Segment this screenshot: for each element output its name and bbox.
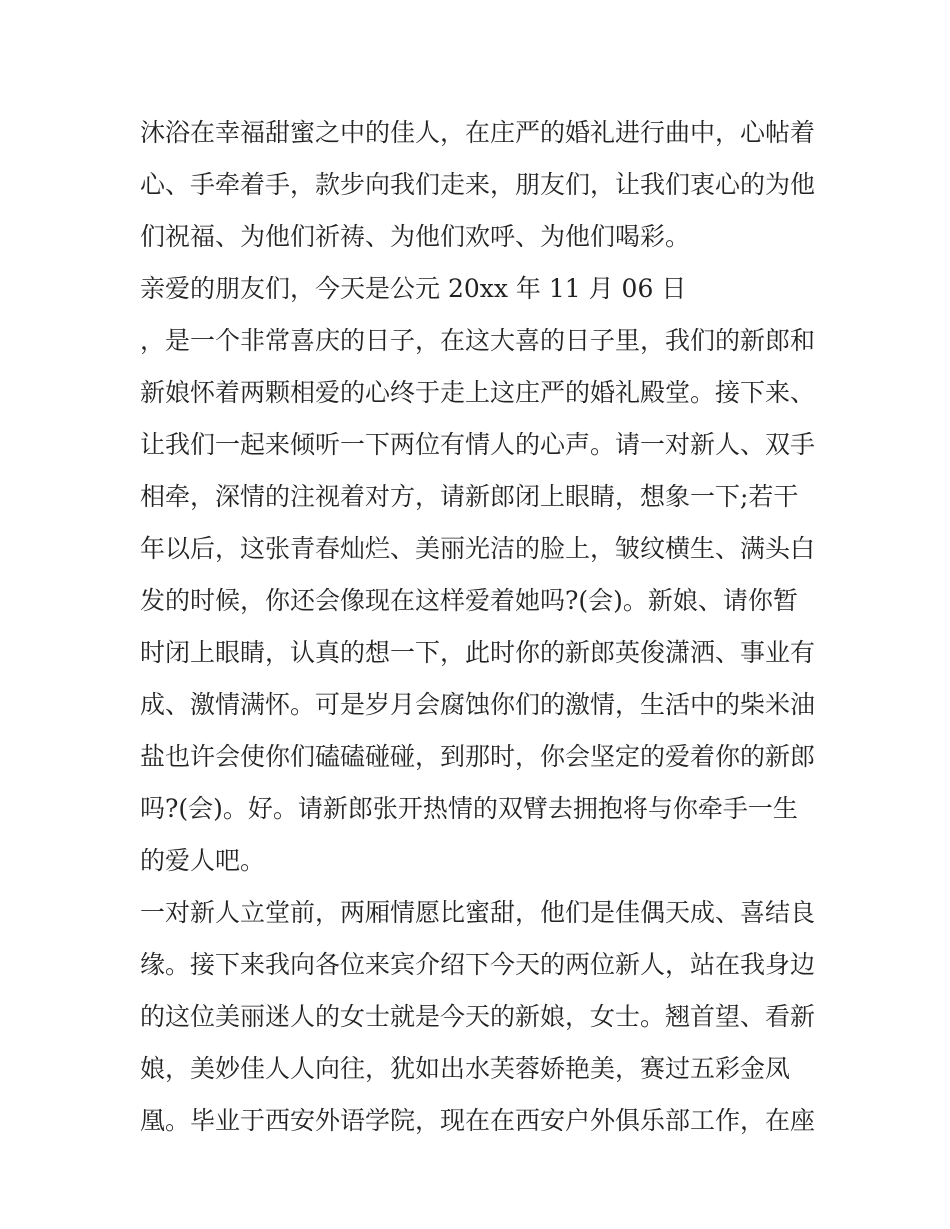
text-line: 沐浴在幸福甜蜜之中的佳人，在庄严的婚礼进行曲中，心帖着 xyxy=(140,118,816,147)
text-line: 的爱人吧。 xyxy=(140,846,266,875)
text-line: 年以后，这张青春灿烂、美丽光洁的脸上，皱纹横生、满头白 xyxy=(140,534,816,563)
text-line: 的这位美丽迷人的女士就是今天的新娘，女士。翘首望、看新 xyxy=(140,1002,816,1031)
text-line: 凰。毕业于西安外语学院，现在在西安户外俱乐部工作，在座 xyxy=(140,1106,816,1135)
text-line: 让我们一起来倾听一下两位有情人的心声。请一对新人、双手 xyxy=(140,430,816,459)
text-line: ，是一个非常喜庆的日子，在这大喜的日子里，我们的新郎和 xyxy=(140,326,816,355)
text-line: 发的时候，你还会像现在这样爱着她吗?(会)。新娘、请你暂 xyxy=(140,586,798,615)
text-line: 吗?(会)。好。请新郎张开热情的双臂去拥抱将与你牵手一生 xyxy=(140,794,798,823)
text-line: 娘，美妙佳人人向往，犹如出水芙蓉娇艳美，赛过五彩金凤 xyxy=(140,1054,791,1083)
text-line: 亲爱的朋友们，今天是公元 20xx 年 11 月 06 日 xyxy=(140,274,687,303)
text-line: 新娘怀着两颗相爱的心终于走上这庄严的婚礼殿堂。接下来、 xyxy=(140,378,816,407)
text-line: 们祝福、为他们祈祷、为他们欢呼、为他们喝彩。 xyxy=(140,222,691,251)
text-line: 一对新人立堂前，两厢情愿比蜜甜，他们是佳偶天成、喜结良 xyxy=(140,898,816,927)
text-line: 时闭上眼睛，认真的想一下，此时你的新郎英俊潇洒、事业有 xyxy=(140,638,816,667)
text-line: 心、手牵着手，款步向我们走来，朋友们，让我们衷心的为他 xyxy=(140,170,816,199)
text-line: 相牵，深情的注视着对方，请新郎闭上眼睛，想象一下;若干 xyxy=(140,482,799,511)
document-body xyxy=(140,107,820,1147)
text-line: 缘。接下来我向各位来宾介绍下今天的两位新人，站在我身边 xyxy=(140,950,816,979)
text-line: 盐也许会使你们磕磕碰碰，到那时，你会坚定的爱着你的新郎 xyxy=(140,742,816,771)
text-line: 成、激情满怀。可是岁月会腐蚀你们的激情，生活中的柴米油 xyxy=(140,690,816,719)
